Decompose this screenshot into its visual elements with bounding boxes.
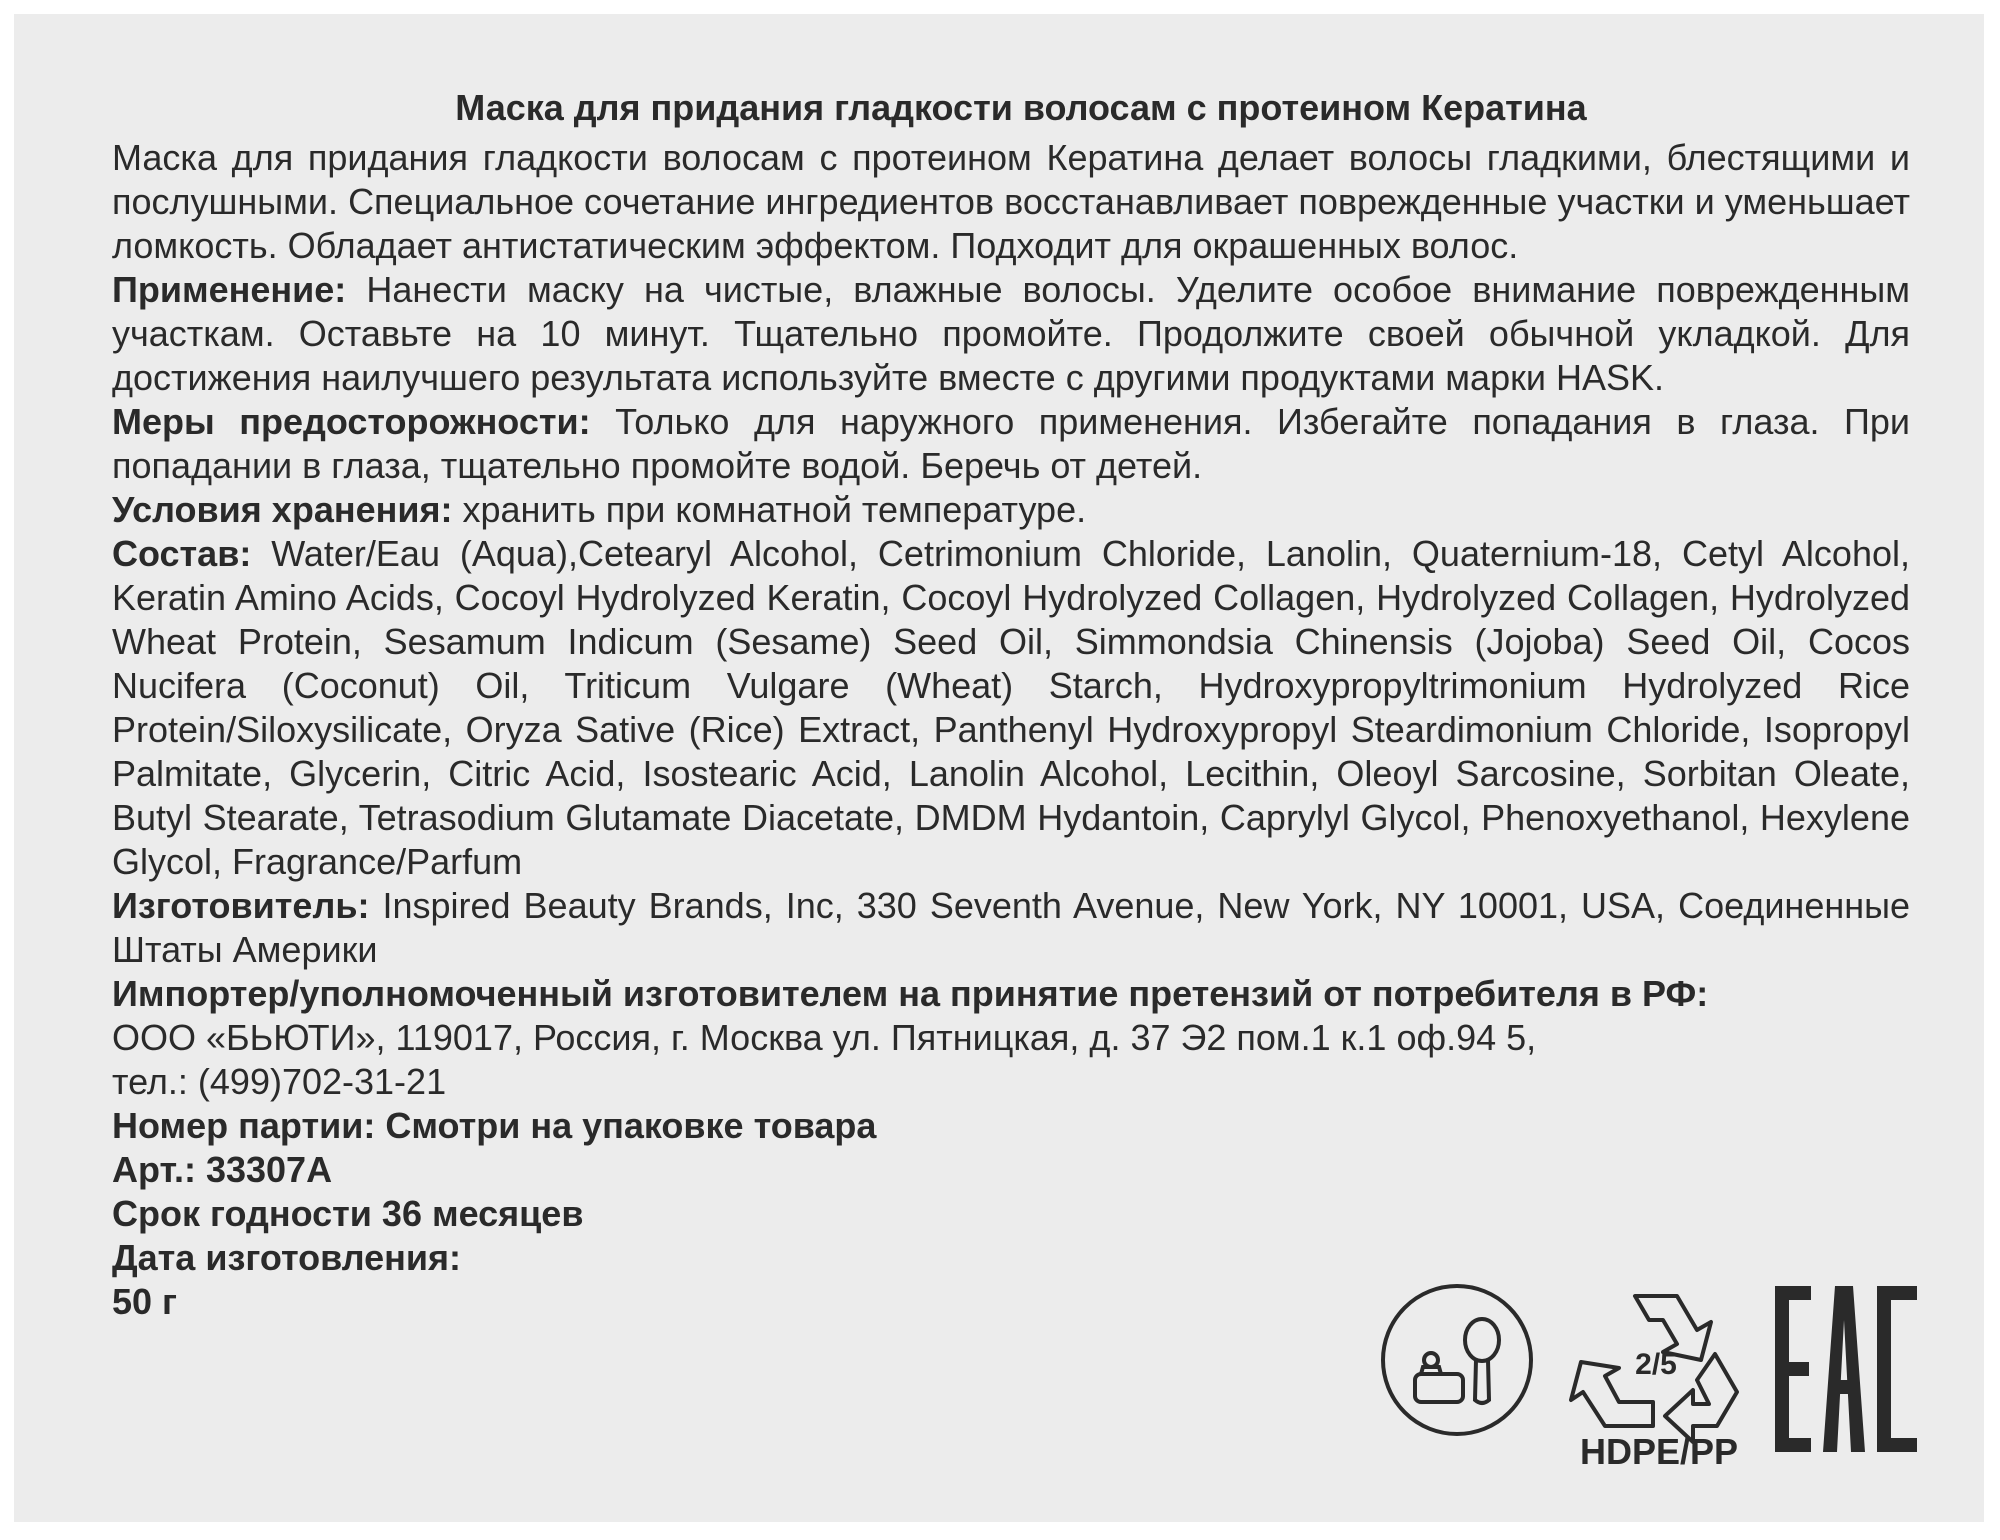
label-panel — [14, 14, 1984, 1522]
label-content — [112, 86, 1910, 1324]
storage-label: Условия хранения: — [112, 489, 453, 530]
manufacturer-label: Изготовитель: — [112, 885, 370, 926]
manufacturer-text: Inspired Beauty Brands, Inc, 330 Seventh Avenue, New York, NY 10001, USA, Соединенные Штаты Америки — [112, 885, 1910, 970]
importer-label: Импортер/уполномоченный изготовителем на принятие претензий от потребителя в РФ: — [112, 973, 1709, 1014]
eac-mark-icon — [1771, 1280, 1921, 1458]
usage-label: Применение: — [112, 269, 347, 310]
precautions-text: Только для наружного применения. Избегайте попадания в глаза. При попадании в глаза, тщательно промойте водой. Беречь от детей. — [112, 401, 1910, 486]
precautions-label: Меры предосторожности: — [112, 401, 591, 442]
usage-section — [112, 268, 1910, 400]
recycle-code: 2/5 — [1635, 1348, 1677, 1381]
composition-section — [112, 532, 1910, 884]
cosmetic-jar-mirror-icon — [1379, 1282, 1535, 1438]
production-date: Дата изготовления: — [112, 1237, 462, 1278]
article-number: Арт.: 33307А — [112, 1149, 333, 1190]
certification-icons — [1379, 1276, 1919, 1496]
composition-label: Состав: — [112, 533, 252, 574]
importer-address: ООО «БЬЮТИ», 119017, Россия, г. Москва ул. Пятницкая, д. 37 Э2 пом.1 к.1 оф.94 5, — [112, 1017, 1537, 1058]
recycle-icon — [1565, 1276, 1747, 1444]
product-description: Маска для придания гладкости волосам с протеином Кератина делает волосы гладкими, блестящими и послушными. Специальное сочетание ингредиентов восстанавливает поврежденные участки и уменьшает ломкость. Обладает антистатическим эффектом. Подходит для окрашенных волос. — [112, 137, 1910, 266]
net-weight: 50 г — [112, 1281, 178, 1322]
shelf-life: Срок годности 36 месяцев — [112, 1193, 584, 1234]
importer-phone: тел.: (499)702-31-21 — [112, 1061, 447, 1102]
usage-text: Нанести маску на чистые, влажные волосы. Уделите особое внимание поврежденным участкам. Оставьте на 10 минут. Тщательно промойте. Продолжите своей обычной укладкой. Для достижения наилучшего результата используйте вместе с другими продуктами марки HASK. — [112, 269, 1910, 398]
product-title: Маска для придания гладкости волосам с протеином Кератина — [455, 87, 1587, 128]
manufacturer-section — [112, 884, 1910, 972]
storage-section — [112, 488, 1910, 532]
storage-text: хранить при комнатной температуре. — [452, 489, 1087, 530]
composition-text: Water/Eau (Aqua),Cetearyl Alcohol, Cetrimonium Chloride, Lanolin, Quaternium-18, Cetyl Alcohol, Keratin Amino Acids, Cocoyl Hydrolyzed Keratin, Cocoyl Hydrolyzed Collagen, Hydrolyzed Collagen, Hydrolyzed Wheat Protein, Sesamum Indicum (Sesame) Seed Oil, Simmondsia Chinensis (Jojoba) Seed Oil, Cocos Nucifera (Coconut) Oil, Triticum Vulgare (Wheat) Starch, Hydroxypropyltrimonium Hydrolyzed Rice Protein/Siloxysilicate, Oryza Sative (Rice) Extract, Panthenyl Hydroxypropyl Steardimonium Chloride, Isopropyl Palmitate, Glycerin, Citric Acid, Isostearic Acid, Lanolin Alcohol, Lecithin, Oleoyl Sarcosine, Sorbitan Oleate, Butyl Stearate, Tetrasodium Glutamate Diacetate, DMDM Hydantoin, Caprylyl Glycol, Phenoxyethanol, Hexylene Glycol, Fragrance/Parfum — [112, 533, 1910, 882]
precautions-section — [112, 400, 1910, 488]
batch-number: Номер партии: Смотри на упаковке товара — [112, 1105, 877, 1146]
material-label: HDPE/PP — [1579, 1431, 1739, 1472]
